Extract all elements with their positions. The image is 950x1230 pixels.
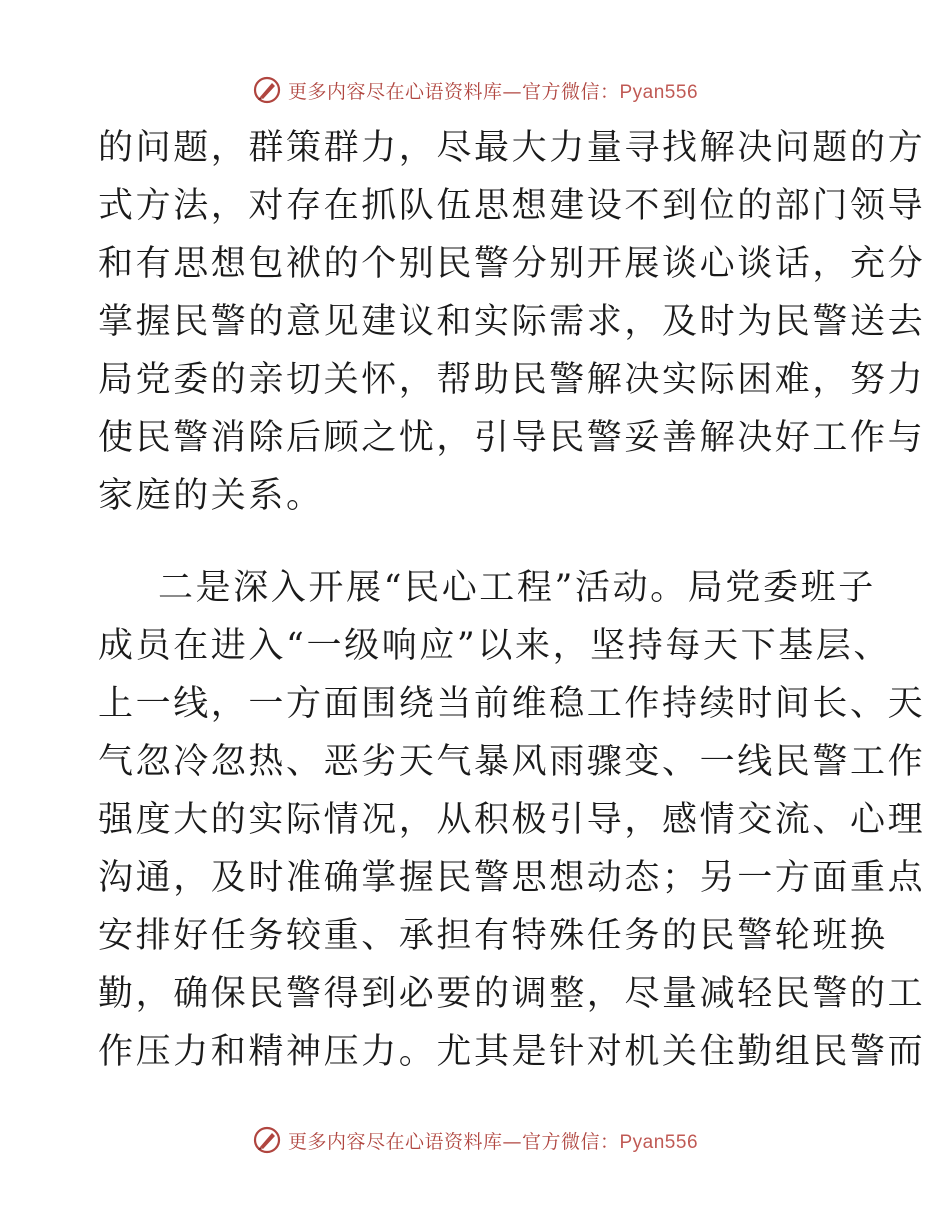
quill-pen-logo-icon xyxy=(252,75,282,105)
text-line: 勤，确保民警得到必要的调整，尽量减轻民警的工 xyxy=(98,974,926,1014)
text-line: 作压力和精神压力。尤其是针对机关住勤组民警而 xyxy=(98,1032,926,1072)
text-line: 安排好任务较重、承担有特殊任务的民警轮班换 xyxy=(98,916,888,956)
text-line: 沟通，及时准确掌握民警思想动态；另一方面重点 xyxy=(98,858,926,898)
text-line: 和有思想包袱的个别民警分别开展谈心谈话，充分 xyxy=(98,244,926,284)
document-body xyxy=(98,119,926,1081)
text-line: 强度大的实际情况，从积极引导，感情交流、心理 xyxy=(98,800,926,840)
header-watermark xyxy=(0,70,950,110)
text-line: 式方法，对存在抓队伍思想建设不到位的部门领导 xyxy=(98,186,926,226)
watermark-text: 更多内容尽在心语资料库—官方微信：Pyan556 xyxy=(287,80,699,103)
watermark-text: 更多内容尽在心语资料库—官方微信：Pyan556 xyxy=(287,1130,699,1153)
text-line: 二是深入开展“民心工程”活动。局党委班子 xyxy=(158,568,876,608)
text-line: 局党委的亲切关怀，帮助民警解决实际困难，努力 xyxy=(98,360,926,400)
text-line: 上一线，一方面围绕当前维稳工作持续时间长、天 xyxy=(98,684,926,724)
paragraph-1 xyxy=(98,119,926,525)
text-line: 的问题，群策群力，尽最大力量寻找解决问题的方 xyxy=(98,128,926,168)
text-line: 家庭的关系。 xyxy=(98,476,324,516)
text-line: 成员在进入“一级响应”以来，坚持每天下基层、 xyxy=(98,626,891,666)
footer-watermark xyxy=(0,1120,950,1160)
quill-pen-logo-icon xyxy=(252,1125,282,1155)
text-line: 使民警消除后顾之忧，引导民警妥善解决好工作与 xyxy=(98,418,926,458)
text-line: 掌握民警的意见建议和实际需求，及时为民警送去 xyxy=(98,302,926,342)
text-line: 气忽冷忽热、恶劣天气暴风雨骤变、一线民警工作 xyxy=(98,742,926,782)
paragraph-2 xyxy=(98,559,926,1081)
